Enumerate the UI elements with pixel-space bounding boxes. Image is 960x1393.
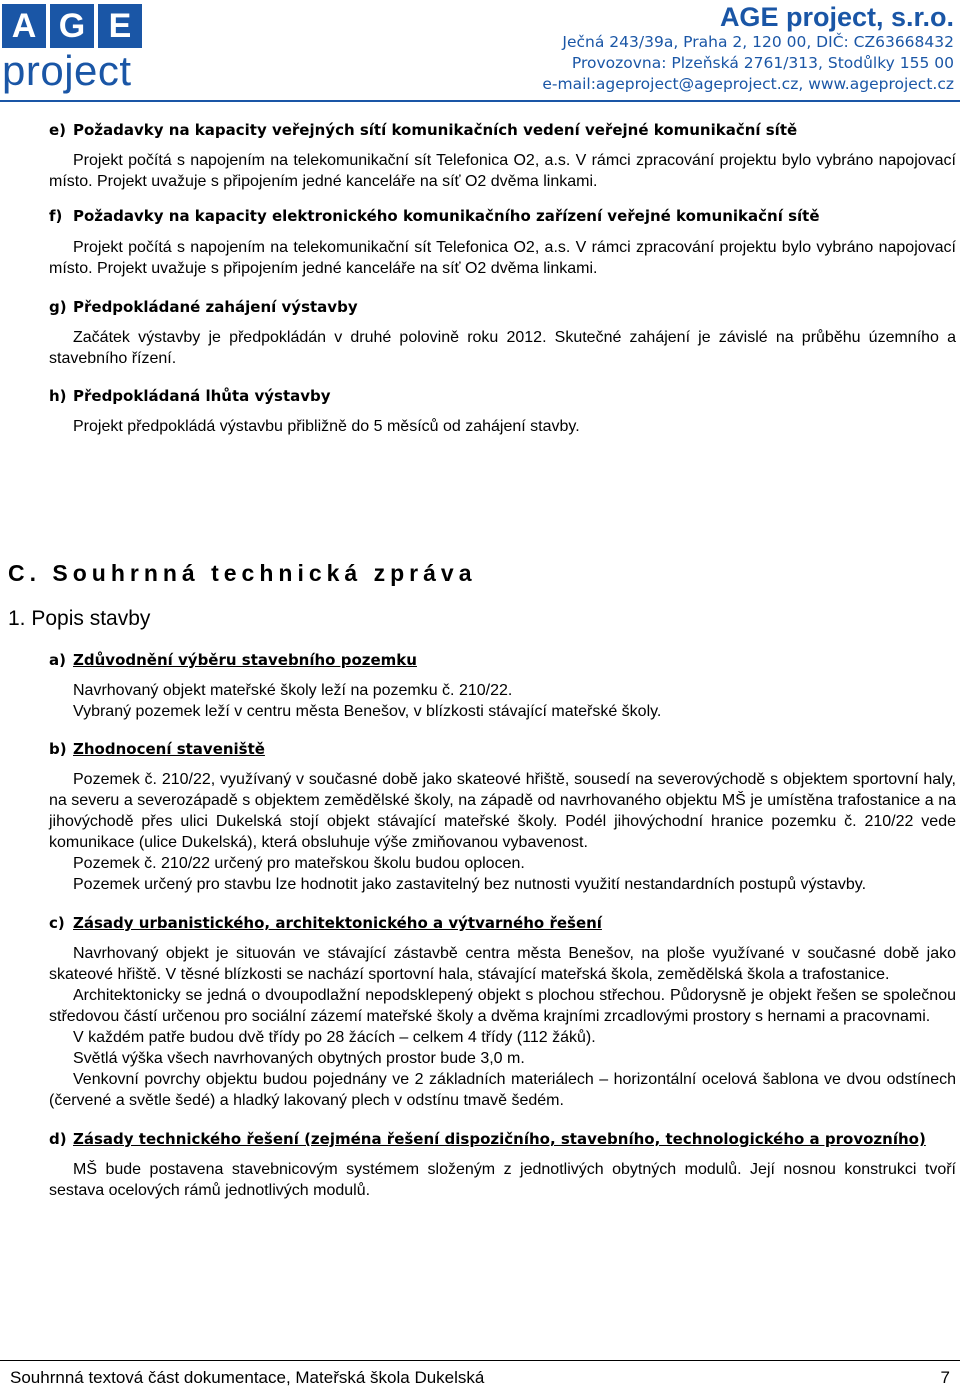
section-d-title: Zásady technického řešení (zejména řešení dispozičního, stavebního, technologického a provozního) [73, 1130, 926, 1148]
section-c-paragraph: Navrhovaný objekt je situován ve stávající zástavbě centra města Benešov, na ploše využívané v současné době jako skateové hřiště. V těsné blízkosti se nachází sportovní hala, stávající mateřská škola, zemědělská škola a trafostanice. [49, 945, 956, 983]
section-a-line: Navrhovaný objekt mateřské školy leží na pozemku č. 210/22. [73, 682, 513, 699]
section-c-paragraph: V každém patře budou dvě třídy po 28 žácích – celkem 4 třídy (112 žáků). [73, 1029, 596, 1046]
company-contact: e-mail:ageproject@ageproject.cz, www.ageproject.cz [542, 75, 954, 93]
footer-document-title: Souhrnná textová část dokumentace, Mateřská škola Dukelská [10, 1368, 485, 1387]
section-e-heading: e) Požadavky na kapacity veřejných sítí komunikačních vedení veřejné komunikační sítě [49, 121, 798, 139]
section-b-paragraph: Pozemek č. 210/22 určený pro mateřskou školu budou oplocen. [73, 855, 525, 872]
section-a-title: Zdůvodnění výběru stavebního pozemku [73, 651, 417, 669]
part-c-body [49, 650, 956, 1201]
section-1-title: 1. Popis stavby [8, 607, 151, 630]
section-g-text: Začátek výstavby je předpokládán v druhé polovině roku 2012. Skutečné zahájení je závislé na průběhu územního a stavebního řízení. [49, 329, 956, 367]
section-f-title: Požadavky na kapacity elektronického komunikačního zařízení veřejné komunikační sítě [73, 207, 820, 225]
section-e-title: Požadavky na kapacity veřejných sítí komunikačních vedení veřejné komunikační sítě [73, 121, 798, 139]
section-f-heading: f) Požadavky na kapacity elektronického komunikačního zařízení veřejné komunikační sítě [49, 207, 820, 225]
logo-letter-g: G [50, 4, 94, 48]
company-logo [0, 0, 150, 100]
section-d-heading: d) Zásady technického řešení (zejména řešení dispozičního, stavebního, technologického a provozního) [49, 1130, 926, 1148]
section-a-line: Vybraný pozemek leží v centru města Benešov, v blízkosti stávající mateřské školy. [73, 703, 662, 720]
section-b-paragraph: Pozemek určený pro stavbu lze hodnotit jako zastavitelný bez nutnosti využití nestandardních postupů výstavby. [73, 876, 867, 893]
section-b-paragraph: Pozemek č. 210/22, využívaný v současné době jako skateové hřiště, sousedí na severovýchodě s objektem sportovní haly, na severu a severozápadě s objektem zemědělské školy, na západě od navrhovaného objektu MŠ je umístěna trafostanice a na jihovýchodě přes ulici Dukelská stojí objekt stávající mateřské školy. Podél jihovýchodní hranice pozemku č. 210/22 vede komunikace (ulice Dukelská), která obsluhuje výše zmiňovanou vybavenost. [49, 771, 956, 851]
section-e-text: Projekt počítá s napojením na telekomunikační sít Telefonica O2, a.s. V rámci zpracování projektu bylo vybráno napojovací místo. Projekt uvažuje s připojením jedné kanceláře na síť O2 dvěma linkami. [49, 152, 956, 190]
company-name: AGE project, s.r.o. [719, 2, 954, 32]
page-footer [10, 1367, 950, 1389]
section-c-paragraph: Architektonicky se jedná o dvoupodlažní nepodsklepený objekt s plochou střechou. Půdorysně je objekt řešen se společnou středovou částí určenou pro sociální zázemí mateřské školy a dvěma krajními zrcadlovými prostory s hernami a pracovnami. [49, 987, 956, 1025]
section-b-title: Zhodnocení staveniště [73, 740, 265, 758]
section-h-heading: h) Předpokládaná lhůta výstavby [49, 387, 331, 405]
logo-word: project [2, 47, 132, 94]
logo-letter-e: E [98, 4, 142, 48]
section-b-heading: b) Zhodnocení staveniště [49, 740, 265, 758]
section-h-text: Projekt předpokládá výstavbu přibližně do 5 měsíců od zahájení stavby. [73, 418, 580, 435]
section-c-paragraph: Světlá výška všech navrhovaných obytných prostor bude 3,0 m. [73, 1050, 525, 1067]
section-f-text: Projekt počítá s napojením na telekomunikační sít Telefonica O2, a.s. V rámci zpracování projektu bylo vybráno napojovací místo. Projekt uvažuje s připojením jedné kanceláře na síť O2 dvěma linkami. [49, 239, 956, 277]
section-c-heading: c) Zásady urbanistického, architektonického a výtvarného řešení [49, 914, 602, 932]
document-body [49, 120, 956, 437]
section-g-heading: g) Předpokládané zahájení výstavby [49, 298, 358, 316]
company-info [542, 2, 954, 95]
section-d-paragraph: MŠ bude postavena stavebnicovým systémem složeným z jednotlivých obytných modulů. Její nosnou konstrukci tvoří sestava ocelových rámů jednotlivých modulů. [49, 1161, 956, 1199]
header-divider [0, 100, 960, 102]
logo-letter-a: A [2, 4, 46, 48]
page-number: 7 [940, 1368, 950, 1387]
section-c-paragraph: Venkovní povrchy objektu budou pojednány ve 2 základních materiálech – horizontální ocelová šablona ve dvou odstínech (červené a světle šedé) a hladký lakovaný plech v odstínu tmavě šedém. [49, 1071, 956, 1109]
footer-divider [0, 1360, 960, 1361]
section-h-title: Předpokládaná lhůta výstavby [73, 387, 331, 405]
company-address: Ječná 243/39a, Praha 2, 120 00, DIČ: CZ63668432 [562, 33, 954, 51]
part-c-title: C. Souhrnná technická zpráva [8, 560, 477, 586]
section-g-title: Předpokládané zahájení výstavby [73, 298, 358, 316]
section-a-heading: a) Zdůvodnění výběru stavebního pozemku [49, 651, 417, 669]
section-c-title: Zásady urbanistického, architektonického a výtvarného řešení [73, 914, 602, 932]
company-branch: Provozovna: Plzeňská 2761/313, Stodůlky 155 00 [571, 54, 954, 72]
